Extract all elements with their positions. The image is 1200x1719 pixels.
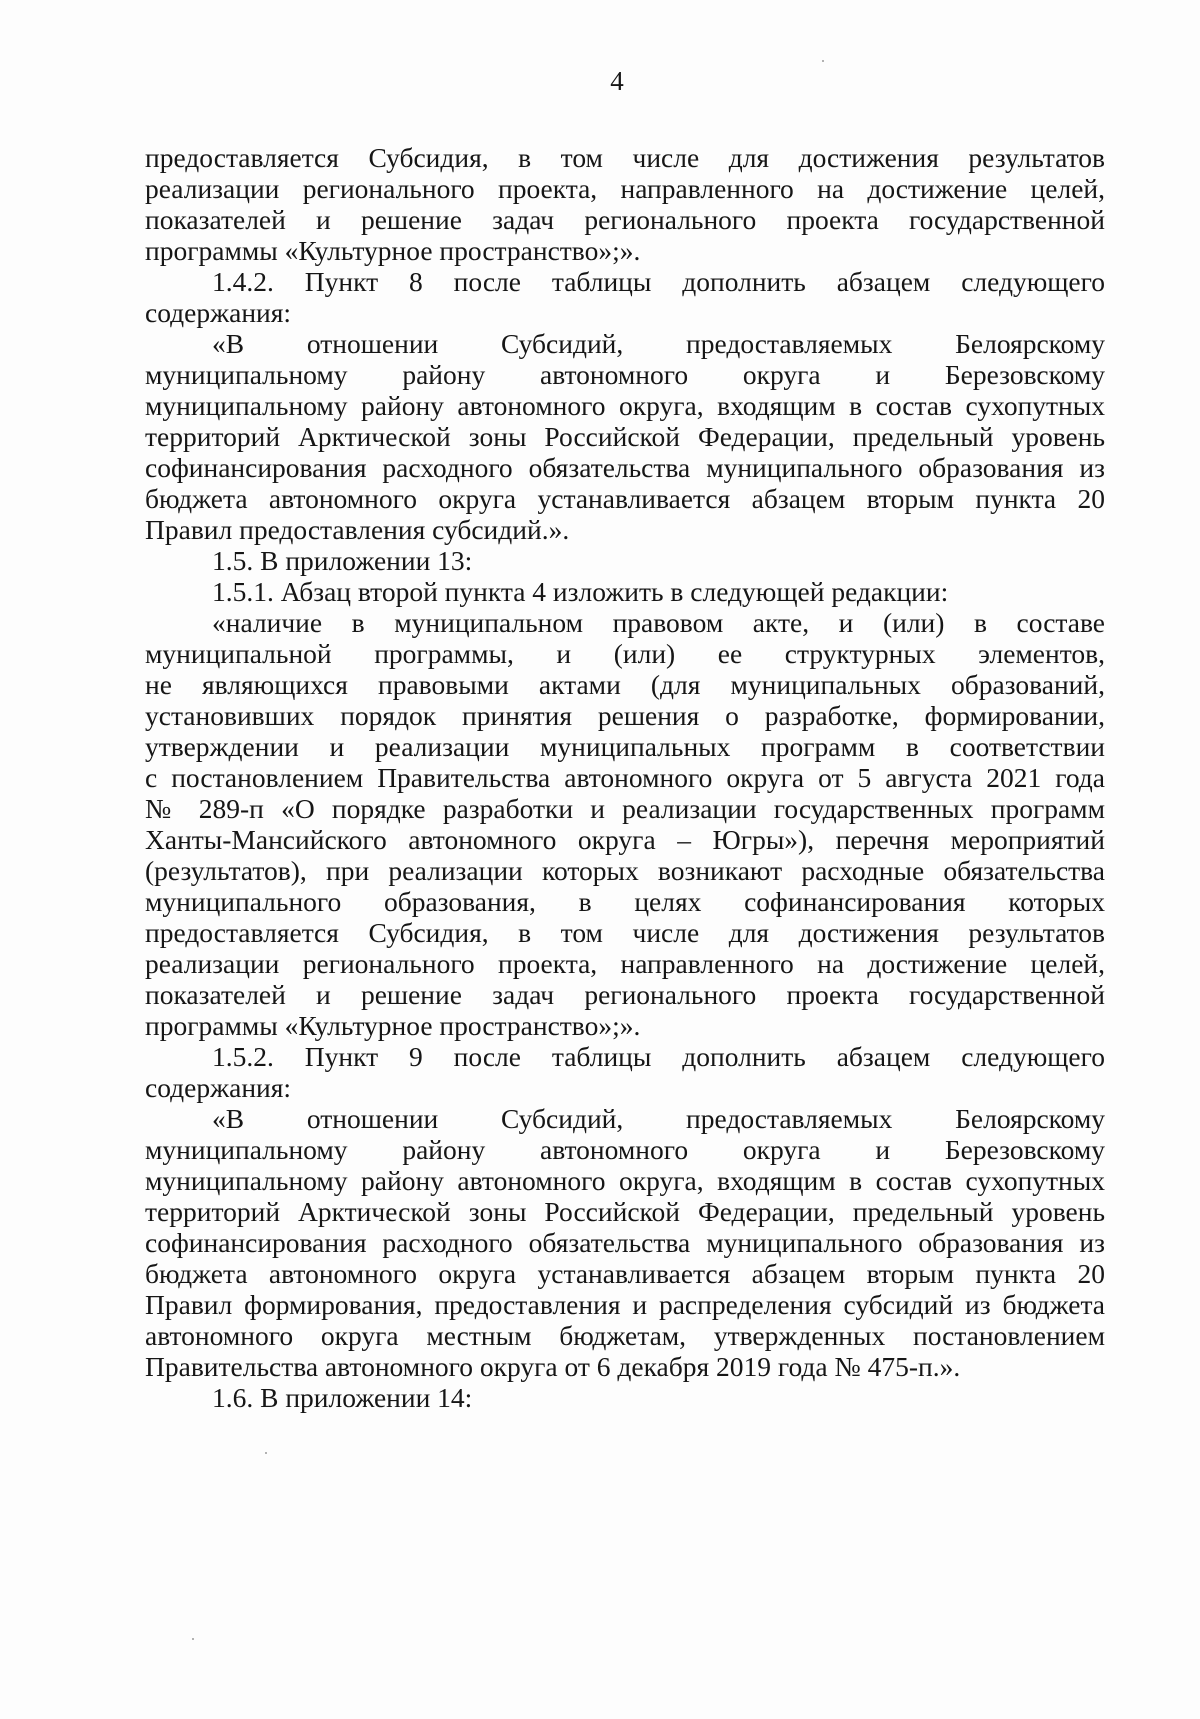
text-line: программы «Культурное пространство»;». [145,235,641,266]
text-line: предоставляется Субсидия, в том числе для достижения результатов [145,142,1105,173]
text-line: «В отношении Субсидий, предоставляемых Белоярскому [212,328,1105,359]
paragraph-p-1 [145,142,1105,266]
text-line: Правил предоставления субсидий.». [145,514,570,545]
text-line: 1.5.2. Пункт 9 после таблицы дополнить абзацем следующего [212,1041,1105,1072]
text-line: муниципального образования, в целях софинансирования которых [145,886,1105,917]
text-line: Ханты-Мансийского автономного округа – Югры»), перечня мероприятий [145,824,1105,855]
text-line: территорий Арктической зоны Российской Федерации, предельный уровень [145,1196,1105,1227]
paragraph-p-1-5-2 [145,1041,1105,1103]
text-line: не являющихся правовыми актами (для муниципальных образований, [145,669,1105,700]
document-body [145,142,1105,1413]
text-line: с постановлением Правительства автономного округа от 5 августа 2021 года [145,762,1105,793]
text-line: Правительства автономного округа от 6 декабря 2019 года № 475-п.». [145,1351,961,1382]
text-line: софинансирования расходного обязательства муниципального образования из [145,452,1105,483]
text-line: 1.4.2. Пункт 8 после таблицы дополнить абзацем следующего [212,266,1105,297]
scan-speck [822,60,824,62]
text-line: «наличие в муниципальном правовом акте, и (или) в составе [212,607,1105,638]
text-line: показателей и решение задач регионального проекта государственной [145,204,1105,235]
text-line: установивших порядок принятия решения о разработке, формировании, [145,700,1105,731]
text-line: (результатов), при реализации которых возникают расходные обязательства [145,855,1105,886]
text-line: Правил формирования, предоставления и распределения субсидий из бюджета [145,1289,1105,1320]
text-line: показателей и решение задач регионального проекта государственной [145,979,1105,1010]
text-line: муниципальному району автономного округа и Березовскому [145,359,1105,390]
text-line: муниципальному району автономного округа, входящим в состав сухопутных [145,390,1105,421]
text-line: 1.5.1. Абзац второй пункта 4 изложить в следующей редакции: [212,576,949,607]
text-line: программы «Культурное пространство»;». [145,1010,641,1041]
text-line: утверждении и реализации муниципальных программ в соответствии [145,731,1105,762]
page-number: 4 [610,66,624,96]
text-line: муниципальному району автономного округа и Березовскому [145,1134,1105,1165]
text-line: содержания: [145,297,292,328]
paragraph-p-quote-3 [145,1103,1105,1382]
scan-speck [192,1638,194,1640]
paragraph-p-1-6 [145,1382,1105,1413]
text-line: 1.5. В приложении 13: [212,545,473,576]
text-line: предоставляется Субсидия, в том числе для достижения результатов [145,917,1105,948]
text-line: бюджета автономного округа устанавливается абзацем вторым пункта 20 [145,483,1105,514]
text-line: № 289-п «О порядке разработки и реализации государственных программ [145,793,1105,824]
paragraph-p-quote-1 [145,328,1105,545]
text-line: бюджета автономного округа устанавливается абзацем вторым пункта 20 [145,1258,1105,1289]
paragraph-p-1-5-1 [145,576,1105,607]
text-line: реализации регионального проекта, направленного на достижение целей, [145,173,1105,204]
text-line: муниципальной программы, и (или) ее структурных элементов, [145,638,1105,669]
text-line: софинансирования расходного обязательства муниципального образования из [145,1227,1105,1258]
paragraph-p-quote-2 [145,607,1105,1041]
text-line: 1.6. В приложении 14: [212,1382,473,1413]
text-line: «В отношении Субсидий, предоставляемых Белоярскому [212,1103,1105,1134]
text-line: территорий Арктической зоны Российской Федерации, предельный уровень [145,421,1105,452]
scan-speck [265,1452,267,1454]
text-line: содержания: [145,1072,292,1103]
paragraph-p-1-5 [145,545,1105,576]
paragraph-p-1-4-2 [145,266,1105,328]
text-line: муниципальному району автономного округа, входящим в состав сухопутных [145,1165,1105,1196]
text-line: автономного округа местным бюджетам, утвержденных постановлением [145,1320,1105,1351]
text-line: реализации регионального проекта, направленного на достижение целей, [145,948,1105,979]
